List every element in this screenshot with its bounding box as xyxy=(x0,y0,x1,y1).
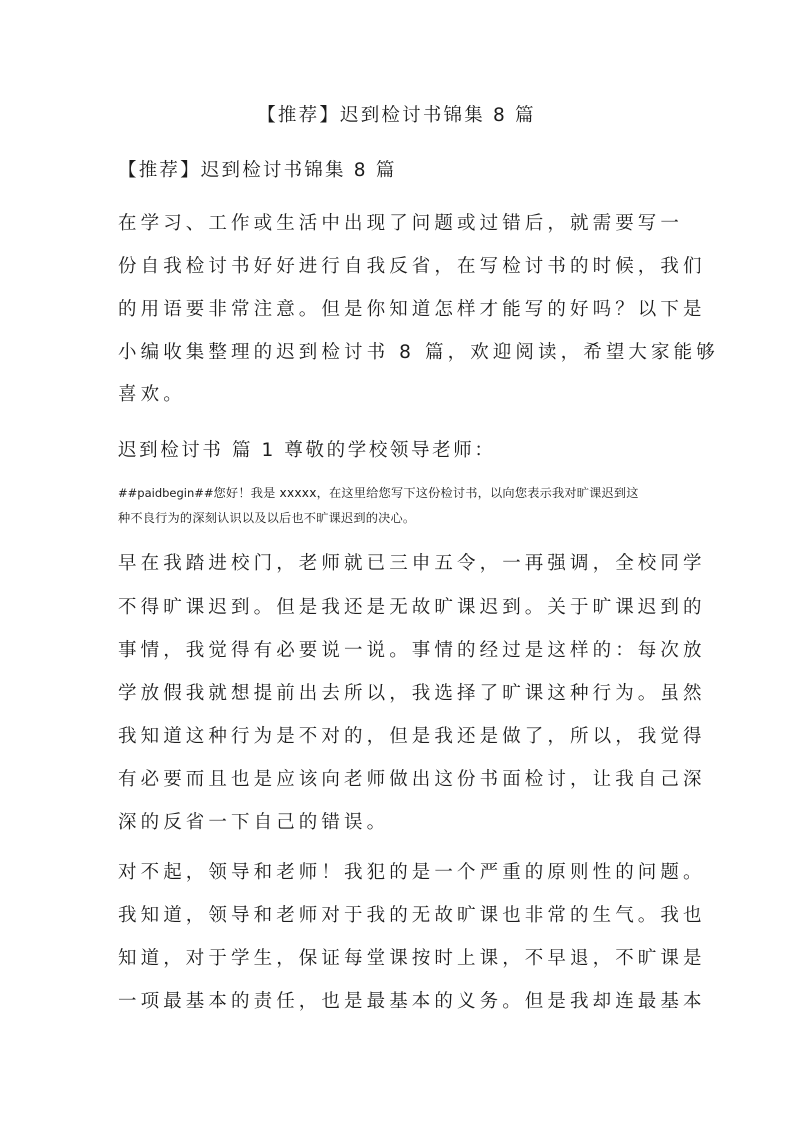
paragraph-line: 我知道，领导和老师对于我的无故旷课也非常的生气。我也 xyxy=(118,905,706,926)
intro-line: 喜欢。 xyxy=(118,384,186,405)
paid-marker: ##paidbegin## xyxy=(118,486,214,500)
paragraph-line: 深的反省一下自己的错误。 xyxy=(118,812,390,833)
paragraph-line: 一项最基本的责任，也是最基本的义务。但是我却连最基本 xyxy=(118,991,706,1012)
paragraph-line: 不得旷课迟到。但是我还是无故旷课迟到。关于旷课迟到的 xyxy=(118,597,706,618)
paragraph-line: 学放假我就想提前出去所以，我选择了旷课这种行为。虽然 xyxy=(118,683,706,704)
intro-line: 份自我检讨书好好进行自我反省，在写检讨书的时候，我们 xyxy=(118,256,706,277)
paragraph-line: 早在我踏进校门，老师就已三申五令，一再强调，全校同学 xyxy=(118,553,706,574)
section-heading: 迟到检讨书 篇 1 尊敬的学校领导老师： xyxy=(118,440,496,461)
intro-line: 在学习、工作或生活中出现了问题或过错后，就需要写一 xyxy=(118,213,684,234)
paragraph-line: 知道，对于学生，保证每堂课按时上课，不早退，不旷课是 xyxy=(118,948,706,969)
small-line-text: 您好！我是 xxxxx，在这里给您写下这份检讨书，以向您表示我对旷课迟到这 xyxy=(213,486,639,500)
small-line xyxy=(118,487,639,500)
document-title: 【推荐】迟到检讨书锦集 8 篇 xyxy=(257,105,536,126)
paragraph-line: 我知道这种行为是不对的，但是我还是做了，所以，我觉得 xyxy=(118,726,706,747)
paragraph-line: 有必要而且也是应该向老师做出这份书面检讨，让我自己深 xyxy=(118,769,706,790)
paragraph-line: 事情，我觉得有必要说一说。事情的经过是这样的：每次放 xyxy=(118,640,706,661)
small-line: 种不良行为的深刻认识以及以后也不旷课迟到的决心。 xyxy=(118,511,416,525)
intro-line: 的用语要非常注意。但是你知道怎样才能写的好吗？以下是 xyxy=(118,299,706,320)
paragraph-line: 对不起，领导和老师！我犯的是一个严重的原则性的问题。 xyxy=(118,862,706,883)
intro-line: 小编收集整理的迟到检讨书 8 篇，欢迎阅读，希望大家能够 xyxy=(118,342,719,363)
document-subtitle: 【推荐】迟到检讨书锦集 8 篇 xyxy=(118,160,397,181)
